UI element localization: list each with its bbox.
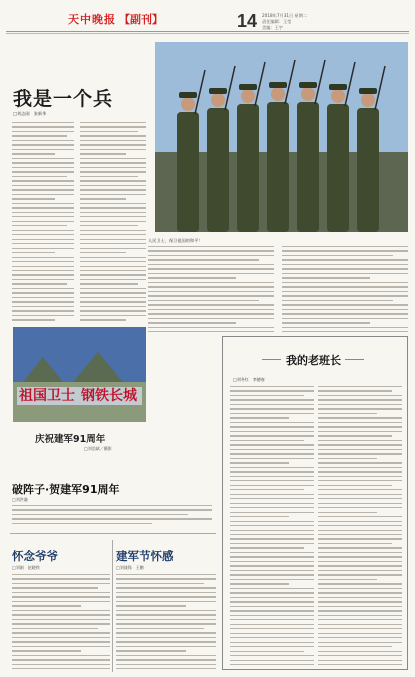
right-article-column-1	[230, 386, 314, 666]
poster-credit: □刘浩斌／摄影	[84, 446, 112, 451]
main-article-column-1	[12, 122, 74, 322]
title-decoration-right	[345, 359, 364, 360]
divider-2	[112, 540, 113, 672]
soldiers-photo	[155, 42, 408, 232]
right-article-title: 我的老班长	[286, 354, 341, 367]
masthead	[68, 12, 163, 26]
photo-caption: 人民卫士，保卫祖国的和平！	[148, 238, 203, 243]
poem3-byline: □刘战锋 王鹏	[116, 565, 144, 570]
paper-name: 天中晚报	[68, 13, 116, 26]
divider-1	[10, 533, 216, 534]
header-proof: 美编：王宇	[262, 25, 283, 30]
poem1-text	[12, 505, 212, 525]
poem1-byline: □刘洪谦	[12, 497, 28, 502]
section-name: 【副刊】	[119, 13, 163, 26]
title-decoration-left	[262, 359, 281, 360]
page-number: 14	[237, 11, 258, 31]
header-rule-thin	[6, 33, 409, 34]
poster-right-text: 钢铁长城	[81, 388, 137, 404]
main-article-column-2	[80, 122, 146, 322]
right-article-column-2	[318, 386, 402, 666]
main-article-column-4	[282, 246, 408, 332]
header-info	[262, 13, 337, 31]
poem2-title: 怀念爷爷	[12, 549, 58, 563]
poem3-text	[116, 574, 216, 670]
right-article-byline: □刘冬红 李德春	[233, 377, 265, 382]
poem2-text	[12, 574, 110, 670]
poem1-title: 破阵子·贺建军91周年	[12, 483, 120, 496]
header-rule	[6, 31, 409, 32]
poem3-title: 建军节怀感	[116, 549, 174, 563]
anniversary-poster	[13, 327, 146, 422]
header-editor: 责任编辑：王莹	[262, 19, 292, 24]
poster-caption: 庆祝建军91周年	[35, 434, 106, 445]
main-article-byline: □刘志刚 张新华	[13, 111, 47, 116]
main-article-title: 我是一个兵	[13, 88, 114, 110]
main-article-column-3	[148, 246, 274, 332]
header-date: 2018年7月31日 星期二	[262, 13, 308, 18]
poem2-byline: □刘刚 赵晓铁	[12, 565, 40, 570]
poster-left-text: 祖国卫士	[19, 388, 75, 404]
